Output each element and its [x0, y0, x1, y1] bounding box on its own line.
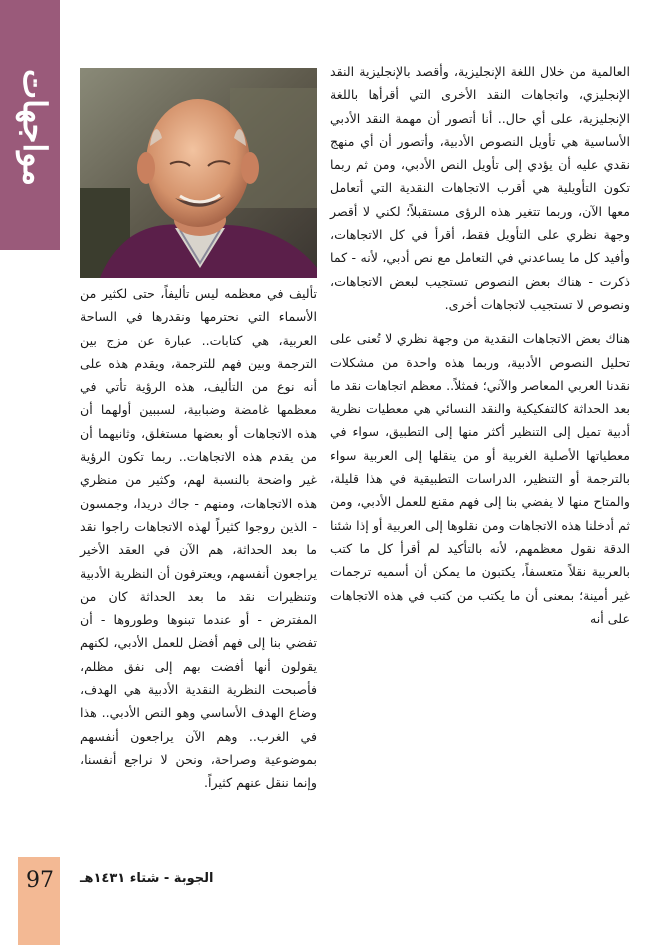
section-label: مواجهات: [16, 68, 54, 186]
interviewee-photo: [80, 68, 317, 278]
paragraph: العالمية من خلال اللغة الإنجليزية، وأقصد بالإنجليزية النقد الإنجليزي، واتجاهات النقد الأخرى التي أقرأها باللغة الإنجليزية، على أي حال.. أنا أتصور أن مهمة النقد الأدبي الأساسية هي تأويل النصوص الأدبية، وأتصور أن أي منهج نقدي عليه أن يؤدي إلى تأويل النص الأدبي، ومن ثم ربما تكون التأويلية هي أقرب الاتجاهات النقدية التي أتعامل معها الآن، وربما تتغير هذه الرؤى مستقبلاً؛ لكني لا أقصر وجهة نظري على التأويل فقط، أقرأ في كل الاتجاهات، وأفيد كل ما يساعدني في التعامل مع نص أدبي، لأنه - كما ذكرت - هناك بعض النصوص تستجيب لبعض الاتجاهات، ونصوص لا تستجيب لاتجاهات أخرى.: [330, 64, 630, 312]
paragraph: تأليف في معظمه ليس تأليفاً، حتى لكثير من الأسماء التي نحترمها ونقدرها في الساحة العربية، هي كتابات.. عبارة عن مزج بين الترجمة وبين فهم للترجمة، ويقدم هذه على أنه نوع من التأليف، هذه الرؤية تأتي في معظمها غامضة وضبابية، لسببين أولهما أن هذه الاتجاهات أو بعضها مستغلق، وثانيهما أن من يقدم هذه الاتجاهات.. ربما تكون الرؤية غير واضحة بالنسبة لهم، وكثير من منظري هذه الاتجاهات، ومنهم - جاك دريدا، وجمسون - الذين روجوا كثيراً لهذه الاتجاهات راجوا نقد ما بعد الحداثة، هم الآن في العقد الأخير يراجعون أنفسهم، ويعترفون أن النظرية الأدبية وتنظيرات نقد ما بعد الحداثة كان من المفترض - أو عندما تبنوها وطوروها - أن تفضي بنا إلى فهم أفضل للعمل الأدبي، لكنهم يقولون أنها أفضت بهم إلى نفق مظلم، فأصبحت النظرية النقدية الأدبية هي الهدف، وضاع الهدف الأساسي وهو النص الأدبي.. هذا في الغرب.. وهم الآن يراجعون أنفسهم بموضوعية وصراحة، ونحن لا نراجع أنفسنا، وإنما ننقل عنهم كثيراً.: [80, 286, 317, 791]
article-column-right: [330, 60, 630, 641]
page-number: 97: [26, 868, 54, 893]
paragraph: هناك بعض الاتجاهات النقدية من وجهة نظري لا تُعنى على تحليل النصوص الأدبية، وربما هذه واحدة من مشكلات نقدنا العربي المعاصر والآني؛ فمثلاً.. معظم اتجاهات نقد ما بعد الحداثة كالتفكيكية والنقد النسائي هي معطيات نظرية أدبية تميل إلى التنظير أكثر منها إلى التطبيق، سواء في معطياتها الأصلية الغربية أو من ينقلها إلى العربية سواء بالترجمة أو التنظير، الدراسات التطبيقية في هذا قليلة، والمتاح منها لا يفضي بنا إلى فهم مقنع للعمل الأدبي، ومن ثم أدخلنا هذه الاتجاهات ومن نقلوها إلى العربية أو إذا شئنا الدقة نقول معظمهم، لأنه بالتأكيد لم أقرأ كل ما كتب بالعربية نقلاً متعسفاً، يكتبون ما يمكن أن أسميه ترجمات غير أمينة؛ بمعنى أن ما يكتب من كتب في هذه الاتجاهات على أنه: [330, 331, 630, 626]
article-column-left: [80, 282, 317, 795]
portrait-illustration: [80, 68, 317, 278]
issue-line: الجوبة - شتاء ١٤٣١هـ: [80, 871, 214, 886]
